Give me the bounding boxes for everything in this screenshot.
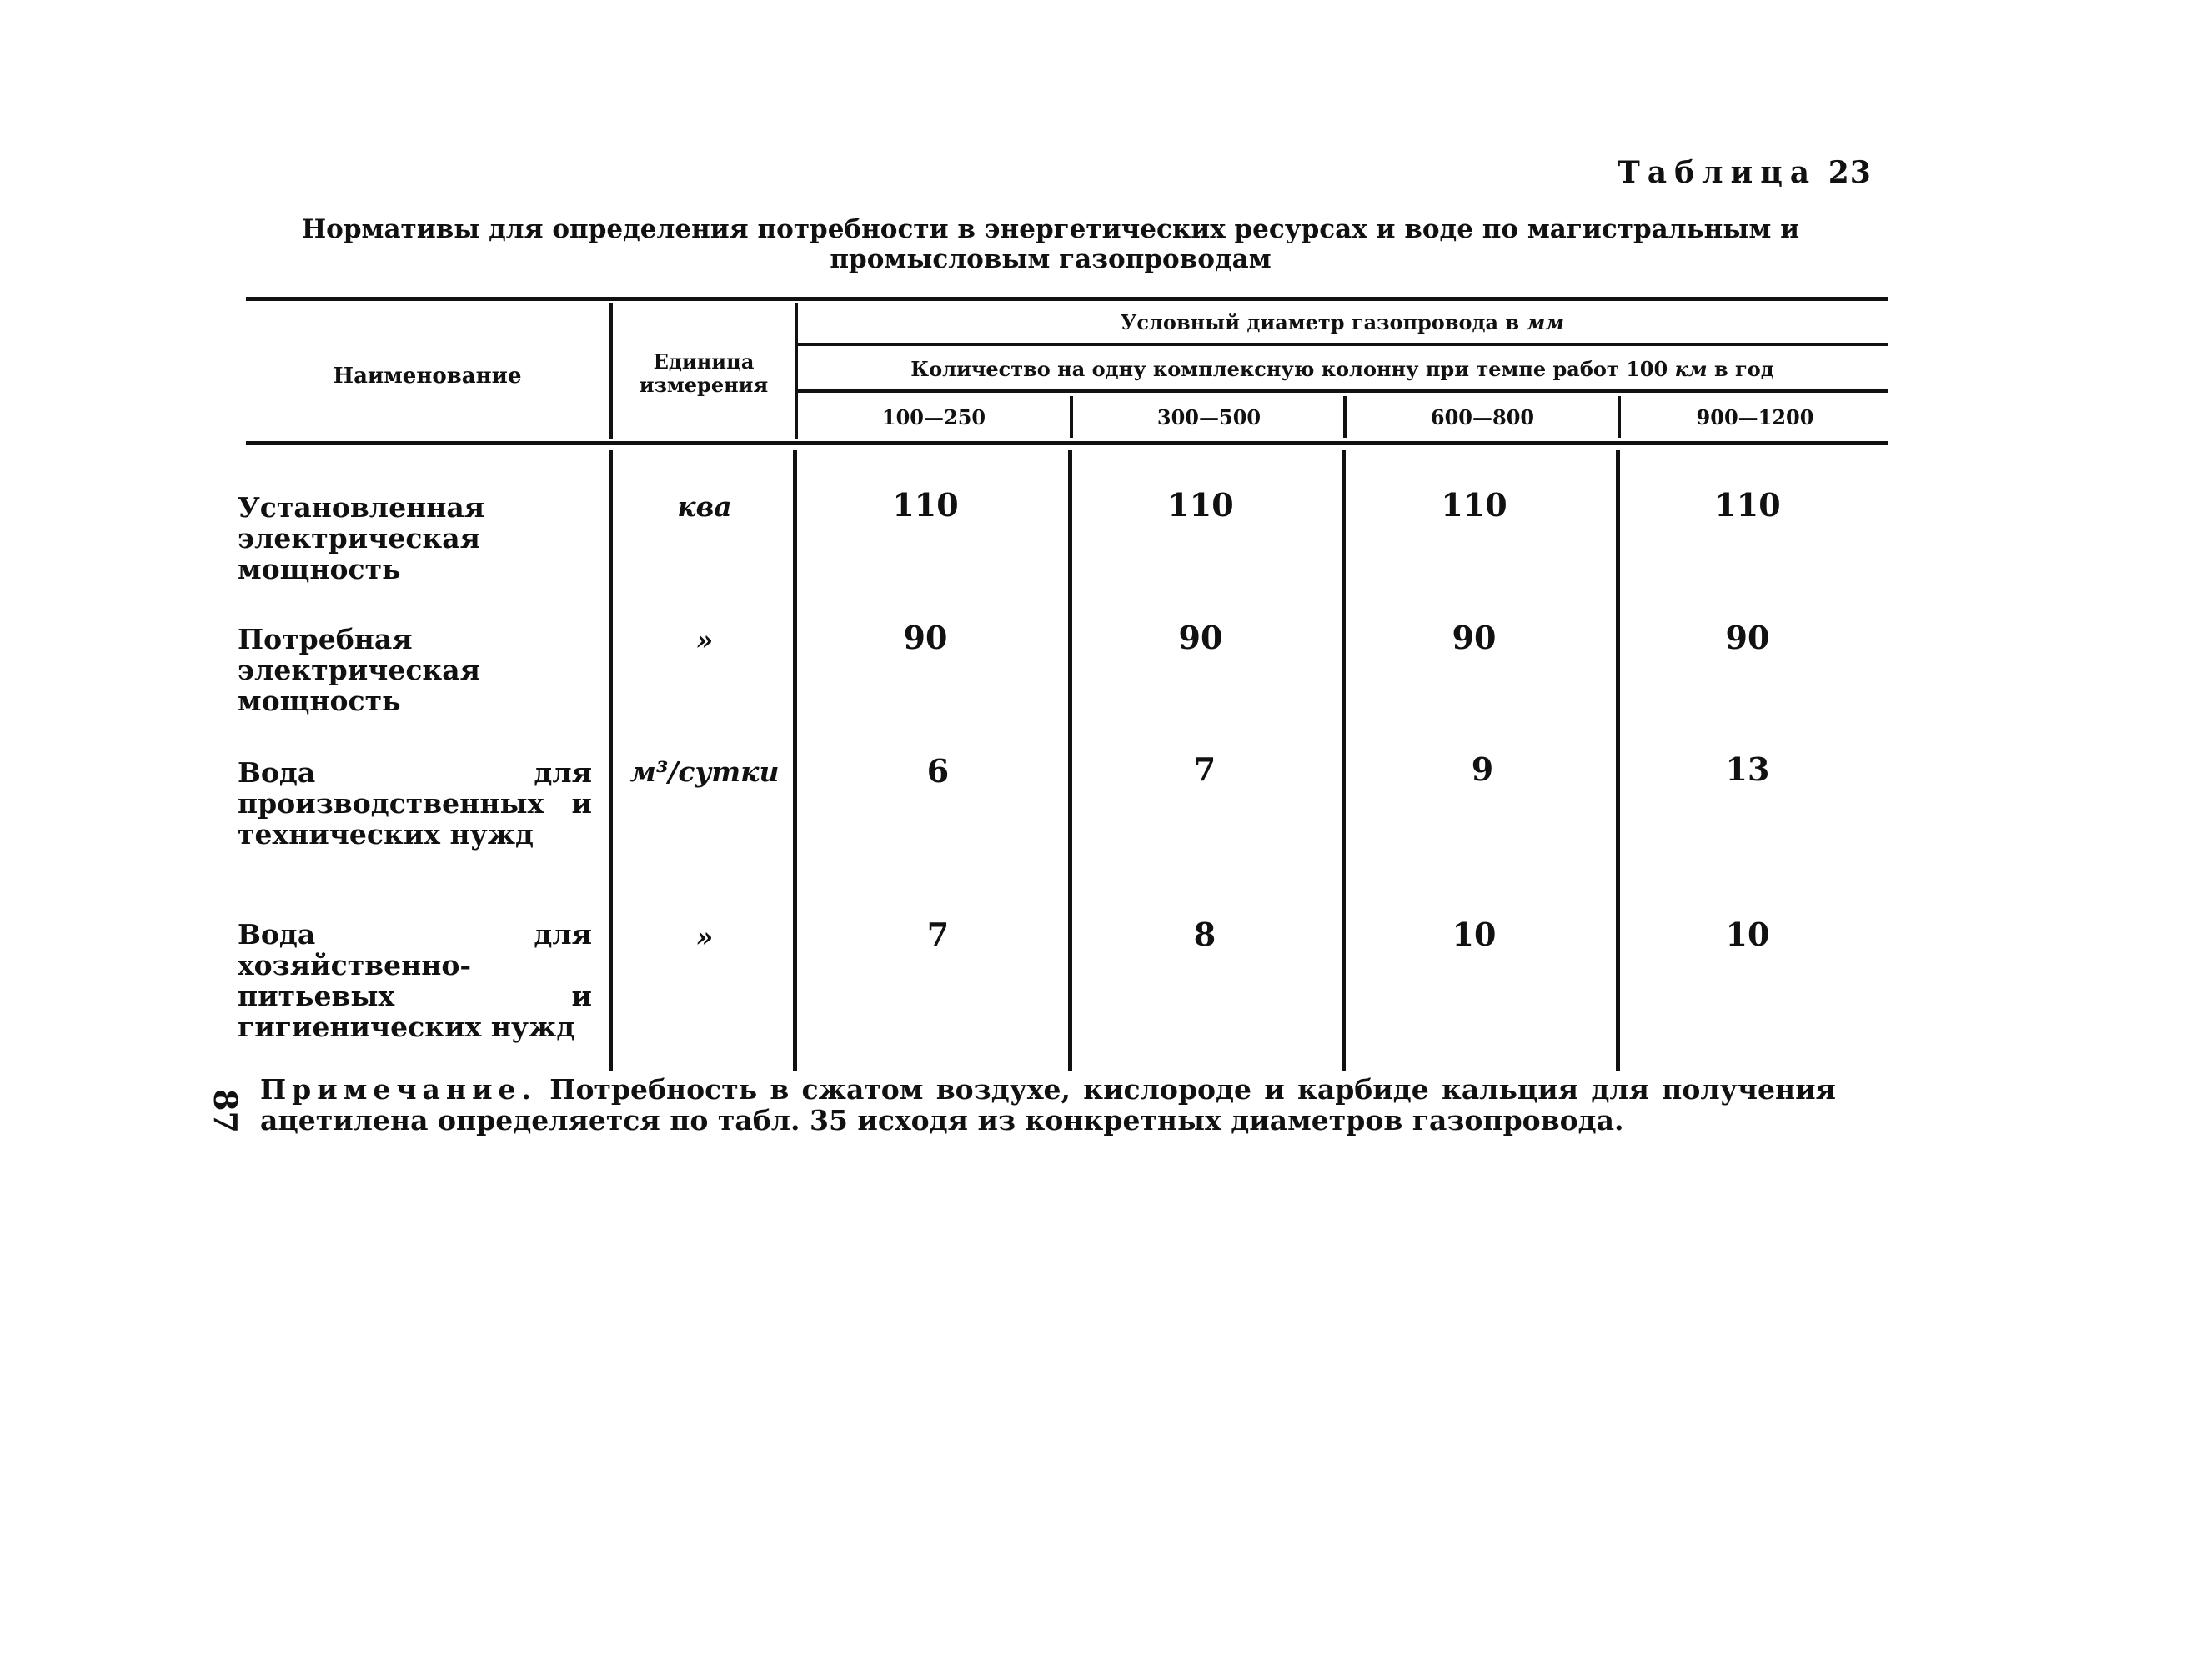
table-title: Нормативы для определения потребности в энергетических ресурсах и воде по магистральным и промысловым газопроводам — [301, 214, 1800, 274]
row-2-value-3: 90 — [1452, 619, 1497, 656]
header-quantity-unit: км — [1674, 357, 1708, 381]
row-1-value-2: 110 — [1167, 486, 1234, 524]
header-quantity-span — [800, 357, 1884, 382]
header-rule-diameter — [796, 343, 1888, 346]
table-top-rule — [246, 297, 1888, 301]
row-3-value-3: 9 — [1471, 750, 1494, 788]
row-1-unit: ква — [677, 490, 732, 523]
row-4-value-2: 8 — [1193, 916, 1216, 953]
header-range-4: 900—1200 — [1696, 405, 1814, 429]
row-2-name: Потребная электрическая мощность — [238, 623, 481, 717]
header-unit: Единица измерения — [639, 349, 769, 397]
row-3-value-2: 7 — [1193, 750, 1216, 788]
header-range-2: 300—500 — [1156, 405, 1261, 429]
header-divider-2 — [795, 303, 798, 439]
table-note — [260, 1074, 1836, 1136]
row-2-value-1: 90 — [903, 619, 948, 656]
header-quantity-text: Количество на одну комплексную колонну при темпе работ 100 — [910, 357, 1668, 381]
row-3-value-1: 6 — [926, 752, 950, 790]
header-diameter-text: Условный диаметр газопровода в — [1120, 310, 1520, 334]
note-label: Примечание. — [260, 1073, 538, 1106]
header-diameter-span — [800, 310, 1884, 335]
row-4-value-3: 10 — [1452, 916, 1497, 953]
body-divider-4 — [1342, 450, 1346, 1071]
header-range-1: 100—250 — [881, 405, 986, 429]
row-4-value-1: 7 — [926, 916, 950, 953]
row-2-value-4: 90 — [1725, 619, 1770, 656]
header-divider-5 — [1618, 396, 1621, 438]
row-4-value-4: 10 — [1725, 916, 1770, 953]
row-1-name: Установленная электрическая мощность — [238, 491, 485, 585]
header-divider-1 — [609, 303, 613, 439]
header-rule-quantity — [796, 389, 1888, 393]
row-2-value-2: 90 — [1178, 619, 1223, 656]
note-text: Потребность в сжатом воздухе, кислороде и карбиде кальция для получения ацетилена определяется по табл. 35 исходя из конкретных диаметров газопровода. — [260, 1073, 1836, 1137]
table-number-word: Таблица — [1618, 155, 1818, 190]
row-2-unit: » — [695, 624, 714, 656]
row-3-unit: м³/сутки — [629, 755, 780, 788]
row-1-value-4: 110 — [1714, 486, 1781, 524]
body-divider-5 — [1616, 450, 1620, 1071]
table-number-value: 23 — [1828, 155, 1872, 190]
row-3-name: Вода для производственных и технических нужд — [238, 756, 592, 851]
header-divider-3 — [1070, 396, 1073, 438]
header-divider-4 — [1343, 396, 1347, 438]
row-1-value-1: 110 — [892, 486, 959, 524]
header-quantity-tail: в год — [1713, 357, 1774, 381]
table-number — [1618, 155, 1872, 190]
row-1-value-3: 110 — [1441, 486, 1507, 524]
row-4-name: Вода для хозяйственно-питьевых и гигиенических нужд — [238, 918, 592, 1043]
body-divider-3 — [1068, 450, 1072, 1071]
header-diameter-unit: мм — [1526, 310, 1565, 334]
page-number: 87 — [206, 1089, 244, 1133]
header-bottom-rule — [246, 441, 1888, 445]
row-3-value-4: 13 — [1725, 750, 1770, 788]
header-range-3: 600—800 — [1430, 405, 1535, 429]
header-name: Наименование — [333, 364, 522, 389]
row-4-unit: » — [695, 921, 714, 953]
